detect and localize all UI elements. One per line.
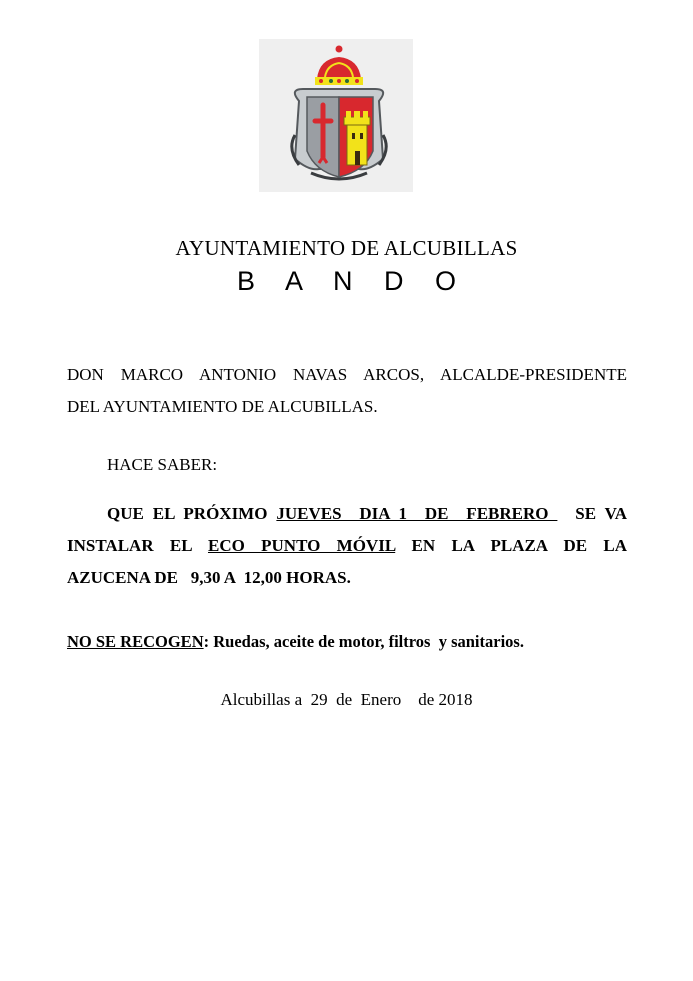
notice-service: ECO PUNTO MÓVIL (207, 536, 396, 555)
notice-line-2 (67, 530, 627, 562)
exclusion-label: NO SE RECOGEN (67, 632, 204, 651)
notice-text-d: EN LA PLAZA DE LA (395, 536, 628, 555)
notice-line-3: AZUCENA DE 9,30 A 12,00 HORAS. (67, 568, 351, 587)
exclusion-text: : Ruedas, aceite de motor, filtros y sanitarios. (203, 632, 524, 651)
intro-line-2: DEL AYUNTAMIENTO DE ALCUBILLAS. (67, 397, 378, 416)
notice-text-a: QUE EL PRÓXIMO (107, 504, 277, 523)
hace-saber: HACE SABER: (107, 455, 218, 474)
notice-paragraph (67, 498, 627, 594)
intro-paragraph (67, 359, 627, 423)
notice-line-1 (67, 498, 627, 530)
intro-line-1: DON MARCO ANTONIO NAVAS ARCOS, ALCALDE-PRESIDENTE (67, 365, 627, 384)
notice-text-b: SE VA (557, 504, 627, 523)
crest-container (259, 39, 413, 192)
place-date: Alcubillas a 29 de Enero de 2018 (220, 690, 473, 709)
document-type-title: B A N D O (236, 266, 469, 296)
coat-of-arms-icon (259, 39, 413, 192)
organization-title: AYUNTAMIENTO DE ALCUBILLAS (175, 236, 518, 260)
notice-text-c: INSTALAR EL (67, 536, 208, 555)
exclusion-note (67, 626, 627, 658)
notice-date: JUEVES DIA 1 DE FEBRERO (276, 504, 558, 523)
